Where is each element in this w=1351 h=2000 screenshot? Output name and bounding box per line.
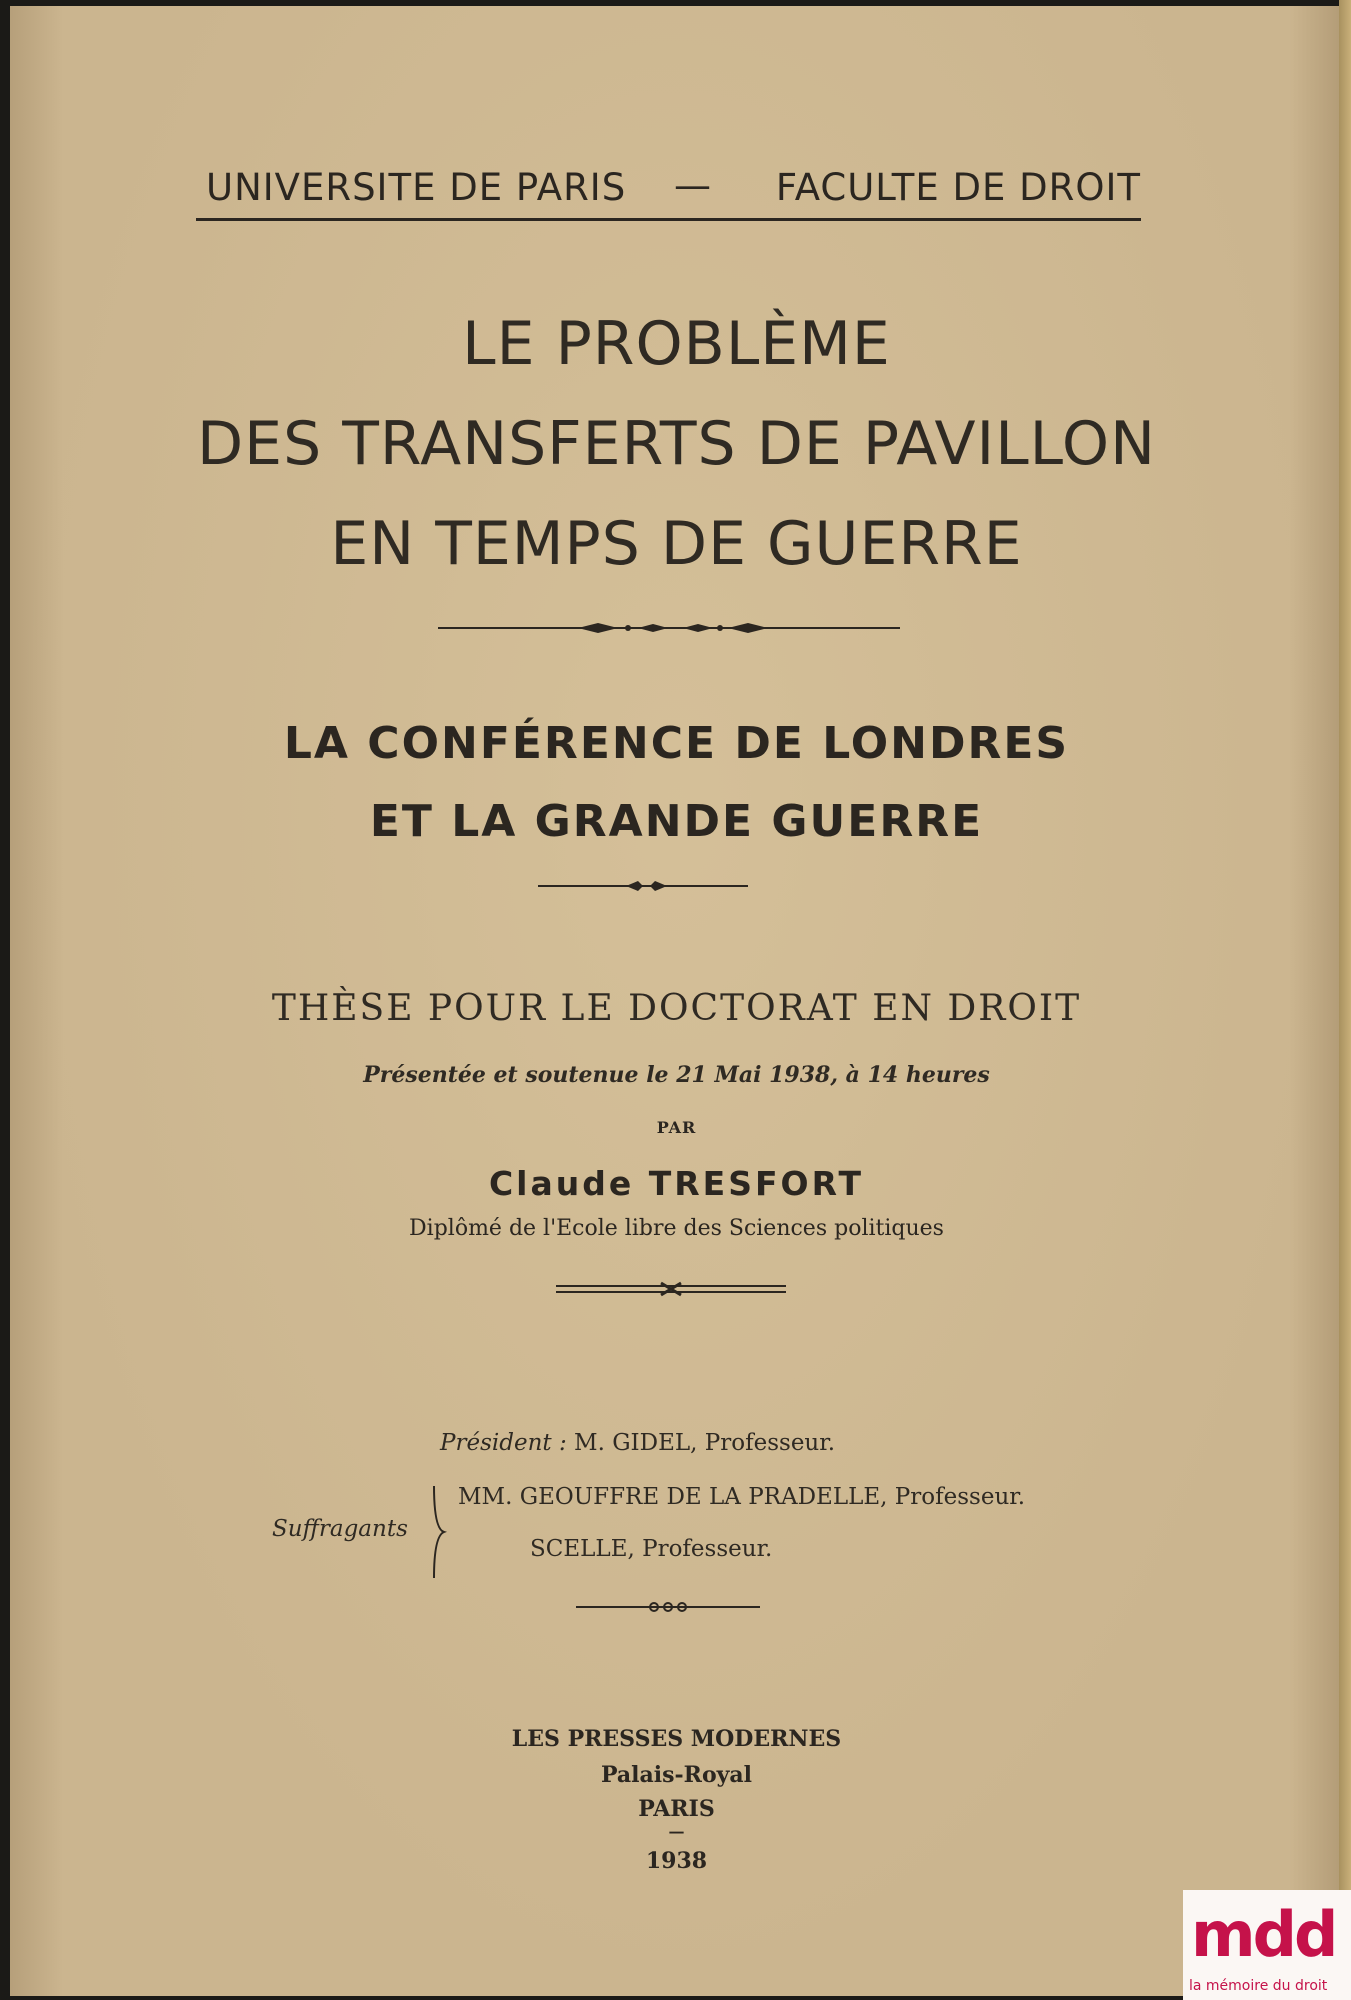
publisher-city: PARIS xyxy=(638,1796,715,1822)
jury-president xyxy=(440,1430,835,1456)
publisher-place: Palais-Royal xyxy=(600,1762,753,1788)
presentation-date: Présentée et soutenue le 21 Mai 1938, à 14 heures xyxy=(363,1062,990,1088)
thesis-heading: THÈSE POUR LE DOCTORAT EN DROIT xyxy=(271,988,1082,1029)
subtitle-line-2: ET LA GRANDE GUERRE xyxy=(369,796,984,847)
par-label: PAR xyxy=(656,1118,697,1137)
jury-member-2: SCELLE, Professeur. xyxy=(530,1536,773,1562)
page-edge xyxy=(1339,0,1351,2000)
logo-mark: mdd xyxy=(1191,1898,1336,1971)
publication-year: 1938 xyxy=(645,1848,708,1874)
ornament-rule-4 xyxy=(576,1600,760,1614)
subtitle-line-1: LA CONFÉRENCE DE LONDRES xyxy=(283,718,1070,769)
author-name: Claude TRESFORT xyxy=(488,1164,865,1203)
publisher-name: LES PRESSES MODERNES xyxy=(511,1726,842,1752)
title-page xyxy=(10,6,1343,1996)
president-name: M. GIDEL, Professeur. xyxy=(574,1430,836,1456)
university-header xyxy=(196,158,1141,221)
publisher-dash: — xyxy=(668,1822,685,1841)
ornament-rule-2 xyxy=(538,878,748,894)
author-diploma: Diplômé de l'Ecole libre des Sciences politiques xyxy=(409,1216,944,1241)
title-line-1: LE PROBLÈME xyxy=(462,309,891,379)
suffragants-label: Suffragants xyxy=(272,1516,408,1542)
faculty-name: FACULTE DE DROIT xyxy=(775,166,1141,209)
president-label: Président : xyxy=(440,1430,567,1456)
jury-brace xyxy=(430,1484,450,1580)
header-dash: — xyxy=(674,164,712,207)
title-line-2: DES TRANSFERTS DE PAVILLON xyxy=(196,409,1157,479)
logo-tagline: la mémoire du droit xyxy=(1189,1978,1328,1994)
mdd-logo xyxy=(1183,1890,1351,2000)
ornament-rule-1 xyxy=(438,618,900,638)
ornament-rule-3 xyxy=(556,1281,786,1297)
title-line-3: EN TEMPS DE GUERRE xyxy=(330,509,1023,579)
university-name: UNIVERSITE DE PARIS xyxy=(206,166,627,209)
jury-member-1: MM. GEOUFFRE DE LA PRADELLE, Professeur. xyxy=(458,1484,1026,1510)
